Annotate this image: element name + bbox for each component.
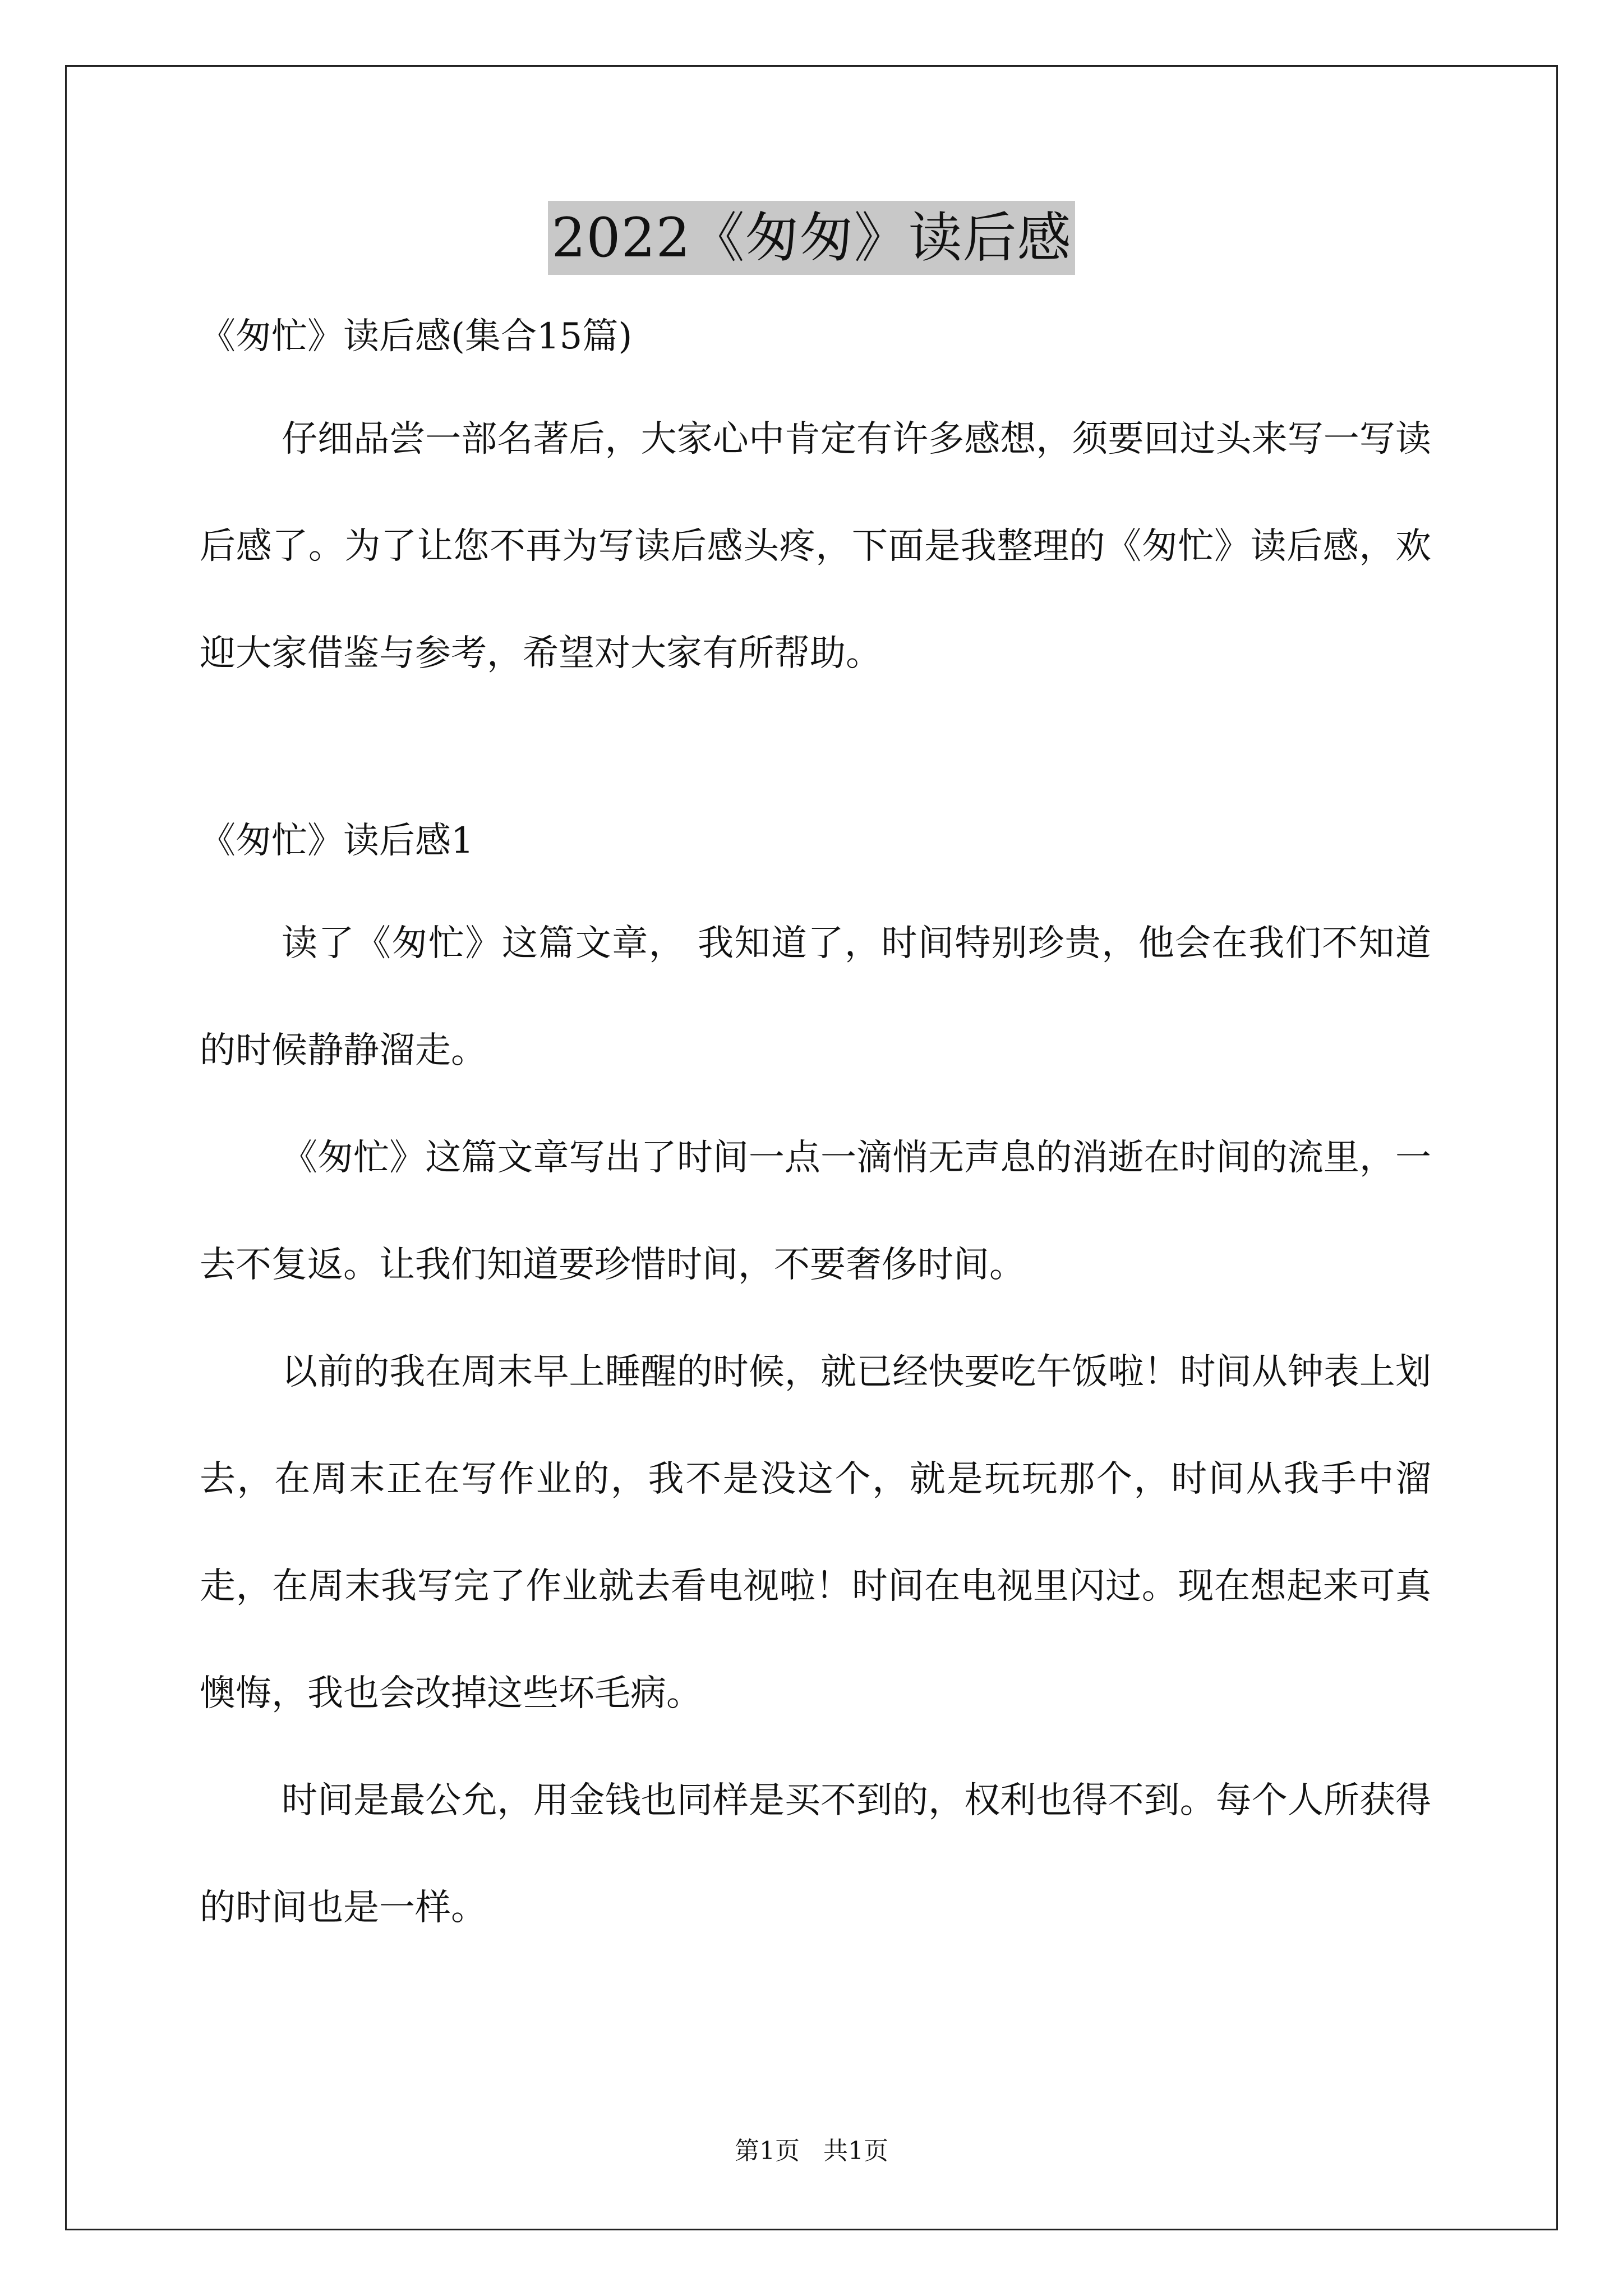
spacer: [200, 359, 1431, 386]
body-paragraph-4: 时间是最公允，用金钱也同样是买不到的，权利也得不到。每个人所获得的时间也是一样。: [200, 1780, 1431, 1929]
body-paragraph-3: 以前的我在周末早上睡醒的时候，就已经快要吃午饭啦！时间从钟表上划去，在周末正在写作业的，我不是没这个，就是玩玩那个，时间从我手中溜走，在周末我写完了作业就去看电视啦！时间在电视里闪过。现在想起来可真懊悔，我也会改掉这些坏毛病。: [200, 1351, 1431, 1714]
section-heading: 《匆忙》读后感1: [200, 820, 474, 862]
document-body: [200, 314, 1431, 1962]
title-container: [0, 201, 1623, 275]
document-title: 2022《匆匆》读后感: [548, 201, 1075, 275]
section-spacer: [200, 707, 1431, 818]
page-number-footer: 第1页 共1页: [735, 2137, 888, 2165]
collection-heading: 《匆忙》读后感(集合15篇): [200, 316, 633, 357]
body-paragraph-2: 《匆忙》这篇文章写出了时间一点一滴悄无声息的消逝在时间的流里，一去不复返。让我们知道要珍惜时间，不要奢侈时间。: [200, 1137, 1431, 1286]
spacer: [200, 863, 1431, 890]
intro-paragraph: 仔细品尝一部名著后，大家心中肯定有许多感想，须要回过头来写一写读后感了。为了让您不再为写读后感头疼，下面是我整理的《匆忙》读后感，欢迎大家借鉴与参考，希望对大家有所帮助。: [200, 418, 1431, 674]
body-paragraph-1: 读了《匆忙》这篇文章， 我知道了，时间特别珍贵，他会在我们不知道的时候静静溜走。: [200, 923, 1431, 1071]
